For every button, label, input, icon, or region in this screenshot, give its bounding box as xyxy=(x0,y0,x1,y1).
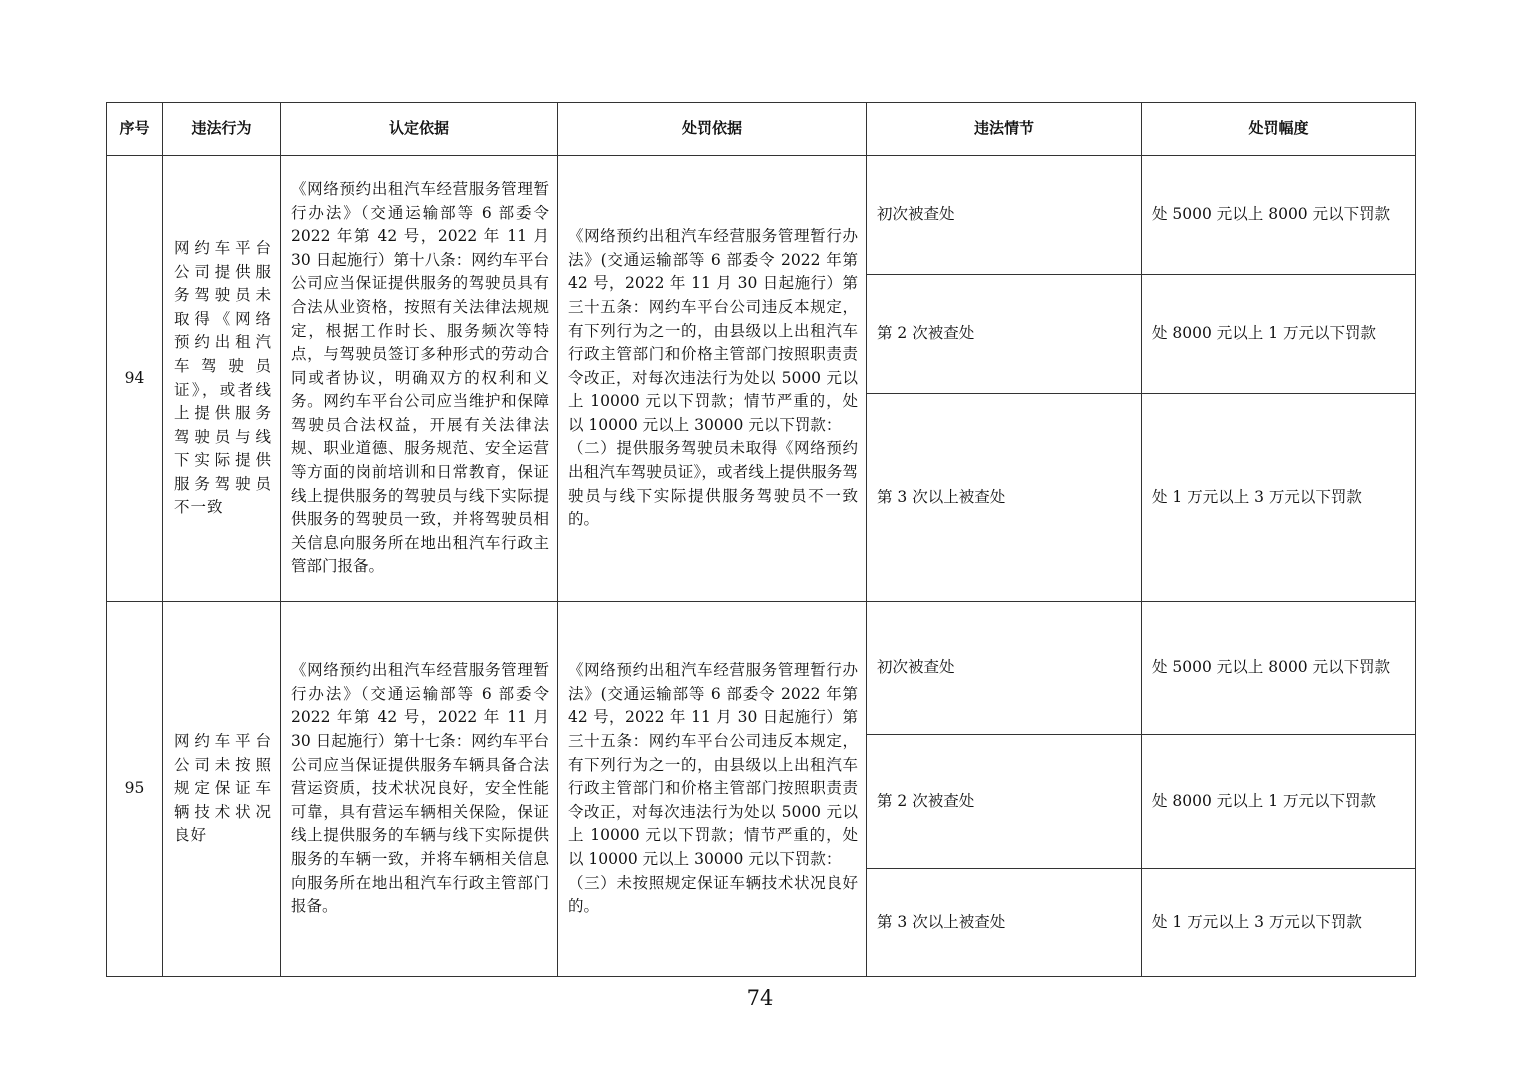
row-basis-text: 《网络预约出租汽车经营服务管理暂行办法》（交通运输部等 6 部委令 2022 年第 42 号，2022 年 11 月 30 日起施行）第十七条：网约车平台公司应当保证提供服务车辆具备合法营运资质，技术状况良好，安全性能可靠，具有营运车辆相关保险，保证线上提供服务的车辆与线下实际提供服务的车辆一致，并将车辆相关信息向服务所在地出租汽车行政主管部门报备。 xyxy=(291,661,549,916)
page-number: 74 xyxy=(746,986,774,1010)
row-basis-text: 《网络预约出租汽车经营服务管理暂行办法》（交通运输部等 6 部委令 2022 年第 42 号，2022 年 11 月 30 日起施行）第十八条：网约车平台公司应当保证提供服务的驾驶员具有合法从业资格，按照有关法律法规规定，根据工作时长、服务频次等特点，与驾驶员签订多种形式的劳动合同或者协议，明确双方的权利和义务。网约车平台公司应当维护和保障驾驶员合法权益，开展有关法律法规、职业道德、服务规范、安全运营等方面的岗前培训和日常教育，保证线上提供服务的驾驶员与线下实际提供服务的驾驶员一致，并将驾驶员相关信息向服务所在地出租汽车行政主管部门报备。 xyxy=(291,179,549,576)
header-plot: 违法情节 xyxy=(867,103,1142,156)
row-plot: 第 2 次被查处 xyxy=(867,735,1142,869)
row-seq: 94 xyxy=(107,156,163,602)
table-row xyxy=(107,156,1416,275)
penalty-table xyxy=(106,102,1416,977)
row-plot: 第 3 次以上被查处 xyxy=(867,394,1142,602)
row-act: 网约车平台公司提供服务驾驶员未取得《网络预约出租汽车驾驶员证》，或者线上提供服务驾驶员与线下实际提供服务驾驶员不一致 xyxy=(163,156,281,602)
header-basis: 认定依据 xyxy=(281,103,558,156)
row-range: 处 8000 元以上 1 万元以下罚款 xyxy=(1142,275,1416,394)
header-range: 处罚幅度 xyxy=(1142,103,1416,156)
row-range: 处 5000 元以上 8000 元以下罚款 xyxy=(1142,602,1416,735)
table-row xyxy=(107,602,1416,735)
row-basis xyxy=(281,156,558,602)
header-penalty-basis: 处罚依据 xyxy=(558,103,867,156)
row-range: 处 8000 元以上 1 万元以下罚款 xyxy=(1142,735,1416,869)
header-row xyxy=(107,103,1416,156)
row-basis xyxy=(281,602,558,977)
row-penalty-basis xyxy=(558,602,867,977)
row-penalty-basis-main: 《网络预约出租汽车经营服务管理暂行办法》(交通运输部等 6 部委令 2022 年第 42 号，2022 年 11 月 30 日起施行）第三十五条：网约车平台公司违反本规定，有下列行为之一的，由县级以上出租汽车行政主管部门和价格主管部门按照职责责令改正，对每次违法行为处以 5000 元以上 10000 元以下罚款；情节严重的，处以 10000 元以上 30000 元以下罚款： xyxy=(568,227,858,434)
header-act: 违法行为 xyxy=(163,103,281,156)
row-penalty-basis-item: （三）未按照规定保证车辆技术状况良好的。 xyxy=(568,873,858,916)
row-seq: 95 xyxy=(107,602,163,977)
row-plot: 第 2 次被查处 xyxy=(867,275,1142,394)
row-plot: 第 3 次以上被查处 xyxy=(867,869,1142,977)
penalty-table-container xyxy=(106,102,1415,977)
row-penalty-basis-main: 《网络预约出租汽车经营服务管理暂行办法》(交通运输部等 6 部委令 2022 年第 42 号，2022 年 11 月 30 日起施行）第三十五条：网约车平台公司违反本规定，有下列行为之一的，由县级以上出租汽车行政主管部门和价格主管部门按照职责责令改正，对每次违法行为处以 5000 元以上 10000 元以下罚款；情节严重的，处以 10000 元以上 30000 元以下罚款： xyxy=(568,661,858,868)
row-range: 处 1 万元以上 3 万元以下罚款 xyxy=(1142,869,1416,977)
row-penalty-basis xyxy=(558,156,867,602)
row-plot: 初次被查处 xyxy=(867,602,1142,735)
row-range: 处 1 万元以上 3 万元以下罚款 xyxy=(1142,394,1416,602)
header-seq: 序号 xyxy=(107,103,163,156)
row-plot: 初次被查处 xyxy=(867,156,1142,275)
row-act: 网约车平台公司未按照规定保证车辆技术状况良好 xyxy=(163,602,281,977)
row-range: 处 5000 元以上 8000 元以下罚款 xyxy=(1142,156,1416,275)
row-penalty-basis-item: （二）提供服务驾驶员未取得《网络预约出租汽车驾驶员证》，或者线上提供服务驾驶员与线下实际提供服务驾驶员不一致的。 xyxy=(568,439,858,529)
